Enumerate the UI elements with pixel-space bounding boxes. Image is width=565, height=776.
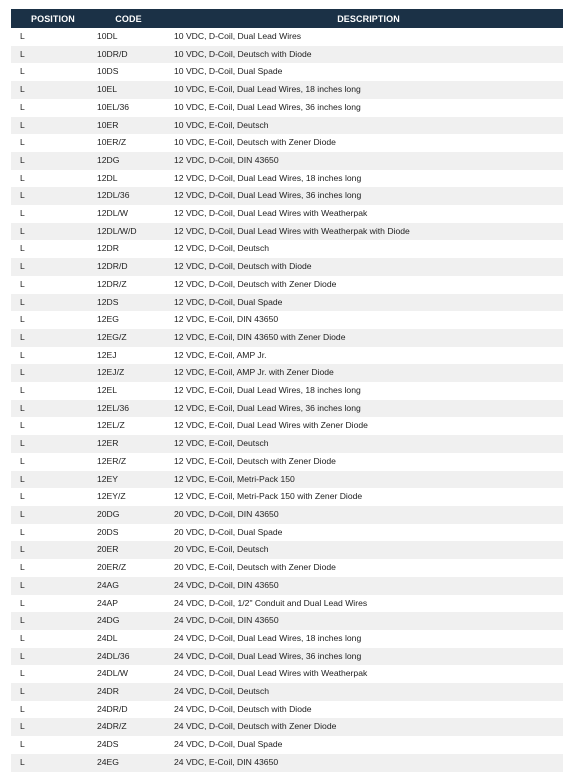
table-row bbox=[11, 524, 563, 542]
position-cell: L bbox=[20, 703, 25, 714]
position-cell: L bbox=[20, 668, 25, 679]
code-cell: 12EJ bbox=[97, 349, 117, 360]
code-cell: 12DR bbox=[97, 243, 119, 254]
description-cell: 20 VDC, E-Coil, Deutsch with Zener Diode bbox=[174, 562, 336, 573]
table-row bbox=[11, 417, 563, 435]
position-cell: L bbox=[11, 506, 83, 524]
table-row bbox=[11, 683, 563, 701]
code-cell: 12DS bbox=[83, 294, 174, 312]
code-cell: 10ER/Z bbox=[97, 137, 127, 148]
code-cell: 12DL/W/D bbox=[83, 223, 174, 241]
description-cell: 12 VDC, E-Coil, DIN 43650 with Zener Diode bbox=[174, 329, 563, 347]
code-cell: 20DS bbox=[97, 526, 119, 537]
table-row bbox=[11, 99, 563, 117]
description-cell: 10 VDC, E-Coil, Deutsch with Zener Diode bbox=[174, 137, 336, 148]
table-row bbox=[11, 187, 563, 205]
position-cell: L bbox=[20, 491, 25, 502]
position-cell: L bbox=[20, 137, 25, 148]
position-cell: L bbox=[11, 364, 83, 382]
table-row bbox=[11, 347, 563, 365]
table-row bbox=[11, 453, 563, 471]
description-cell: 24 VDC, D-Coil, DIN 43650 bbox=[174, 612, 563, 630]
header-row bbox=[11, 9, 563, 28]
description-cell: 12 VDC, E-Coil, AMP Jr. with Zener Diode bbox=[174, 364, 563, 382]
position-cell: L bbox=[11, 612, 83, 630]
position-cell: L bbox=[20, 562, 25, 573]
position-cell: L bbox=[20, 208, 25, 219]
code-cell: 12DL/W bbox=[97, 208, 129, 219]
table-row bbox=[11, 329, 563, 347]
code-cell: 24DR bbox=[83, 683, 174, 701]
position-cell: L bbox=[11, 435, 83, 453]
description-cell: 10 VDC, E-Coil, Dual Lead Wires, 18 inches long bbox=[174, 81, 563, 99]
position-cell: L bbox=[20, 739, 25, 750]
code-cell: 12EY/Z bbox=[97, 491, 126, 502]
description-cell: 20 VDC, E-Coil, Deutsch bbox=[174, 541, 563, 559]
code-cell: 12EG/Z bbox=[83, 329, 174, 347]
code-cell: 12EG bbox=[97, 314, 119, 325]
code-cell: 20ER bbox=[83, 541, 174, 559]
position-cell: L bbox=[20, 172, 25, 183]
code-cell: 12EY bbox=[83, 471, 174, 489]
position-cell: L bbox=[11, 648, 83, 666]
table-row bbox=[11, 258, 563, 276]
table-row bbox=[11, 205, 563, 223]
table-row bbox=[11, 754, 563, 772]
header-description: DESCRIPTION bbox=[174, 9, 563, 28]
table-row bbox=[11, 435, 563, 453]
code-cell: 10DR/D bbox=[83, 46, 174, 64]
code-cell: 12DG bbox=[83, 152, 174, 170]
code-cell: 12EL/36 bbox=[83, 400, 174, 418]
table-row bbox=[11, 701, 563, 719]
coil-code-table bbox=[11, 9, 563, 772]
position-cell: L bbox=[11, 81, 83, 99]
code-cell: 10EL bbox=[83, 81, 174, 99]
position-cell: L bbox=[20, 597, 25, 608]
code-cell: 12DL bbox=[97, 172, 118, 183]
position-cell: L bbox=[20, 66, 25, 77]
description-cell: 12 VDC, E-Coil, Deutsch with Zener Diode bbox=[174, 455, 336, 466]
description-cell: 12 VDC, E-Coil, AMP Jr. bbox=[174, 349, 267, 360]
description-cell: 12 VDC, E-Coil, Dual Lead Wires, 36 inches long bbox=[174, 400, 563, 418]
header-position: POSITION bbox=[11, 9, 83, 28]
table-row bbox=[11, 63, 563, 81]
code-cell: 10ER bbox=[83, 117, 174, 135]
table-row bbox=[11, 223, 563, 241]
description-cell: 12 VDC, D-Coil, Deutsch bbox=[174, 243, 270, 254]
code-cell: 12DR/D bbox=[83, 258, 174, 276]
position-cell: L bbox=[11, 718, 83, 736]
description-cell: 20 VDC, D-Coil, Dual Spade bbox=[174, 526, 283, 537]
code-cell: 24DL bbox=[97, 632, 118, 643]
position-cell: L bbox=[11, 754, 83, 772]
position-cell: L bbox=[11, 329, 83, 347]
table-row bbox=[11, 630, 563, 648]
code-cell: 12EL bbox=[97, 385, 118, 396]
position-cell: L bbox=[20, 420, 25, 431]
table-row bbox=[11, 81, 563, 99]
position-cell: L bbox=[20, 278, 25, 289]
table-row bbox=[11, 541, 563, 559]
code-cell: 12DL/36 bbox=[83, 187, 174, 205]
description-cell: 24 VDC, D-Coil, Deutsch bbox=[174, 683, 563, 701]
table-row bbox=[11, 488, 563, 506]
description-cell: 12 VDC, E-Coil, Dual Lead Wires, 18 inches long bbox=[174, 385, 361, 396]
position-cell: L bbox=[11, 117, 83, 135]
description-cell: 24 VDC, D-Coil, Dual Lead Wires, 18 inches long bbox=[174, 632, 362, 643]
table-row bbox=[11, 506, 563, 524]
description-cell: 24 VDC, E-Coil, DIN 43650 bbox=[174, 754, 563, 772]
description-cell: 12 VDC, E-Coil, Deutsch bbox=[174, 435, 563, 453]
position-cell: L bbox=[11, 46, 83, 64]
description-cell: 12 VDC, D-Coil, Dual Lead Wires, 18 inches long bbox=[174, 172, 362, 183]
position-cell: L bbox=[11, 471, 83, 489]
table-row bbox=[11, 311, 563, 329]
code-cell: 10DS bbox=[97, 66, 119, 77]
table-row bbox=[11, 152, 563, 170]
table-row bbox=[11, 595, 563, 613]
position-cell: L bbox=[20, 632, 25, 643]
code-cell: 10EL/36 bbox=[97, 101, 130, 112]
code-cell: 24EG bbox=[83, 754, 174, 772]
code-cell: 10DL bbox=[97, 31, 118, 41]
code-cell: 24AP bbox=[97, 597, 119, 608]
table-row bbox=[11, 134, 563, 152]
table-row bbox=[11, 28, 563, 46]
code-cell: 24DL/W bbox=[97, 668, 129, 679]
table-row bbox=[11, 46, 563, 64]
table-row bbox=[11, 170, 563, 188]
code-cell: 12ER bbox=[83, 435, 174, 453]
table-row bbox=[11, 471, 563, 489]
code-cell: 12EL/Z bbox=[97, 420, 125, 431]
code-cell: 24DR/Z bbox=[83, 718, 174, 736]
description-cell: 12 VDC, D-Coil, Dual Lead Wires, 36 inches long bbox=[174, 187, 563, 205]
description-cell: 20 VDC, D-Coil, DIN 43650 bbox=[174, 506, 563, 524]
code-cell: 24DL/36 bbox=[83, 648, 174, 666]
table-row bbox=[11, 400, 563, 418]
code-cell: 12DR/Z bbox=[97, 278, 127, 289]
table-row bbox=[11, 612, 563, 630]
description-cell: 12 VDC, D-Coil, DIN 43650 bbox=[174, 152, 563, 170]
code-cell: 20DG bbox=[83, 506, 174, 524]
description-cell: 24 VDC, D-Coil, Dual Lead Wires with Weatherpak bbox=[174, 668, 368, 679]
table-row bbox=[11, 648, 563, 666]
description-cell: 10 VDC, D-Coil, Dual Lead Wires bbox=[174, 31, 302, 41]
table-row bbox=[11, 117, 563, 135]
description-cell: 24 VDC, D-Coil, Dual Spade bbox=[174, 739, 283, 750]
description-cell: 10 VDC, D-Coil, Deutsch with Diode bbox=[174, 46, 563, 64]
description-cell: 24 VDC, D-Coil, Dual Lead Wires, 36 inches long bbox=[174, 648, 563, 666]
table-row bbox=[11, 276, 563, 294]
description-cell: 24 VDC, D-Coil, Deutsch with Zener Diode bbox=[174, 718, 563, 736]
table-header bbox=[11, 9, 563, 28]
table-row bbox=[11, 665, 563, 683]
description-cell: 12 VDC, E-Coil, Dual Lead Wires with Zener Diode bbox=[174, 420, 368, 431]
table-row bbox=[11, 718, 563, 736]
table-row bbox=[11, 559, 563, 577]
position-cell: L bbox=[11, 152, 83, 170]
description-cell: 12 VDC, D-Coil, Deutsch with Diode bbox=[174, 258, 563, 276]
description-cell: 10 VDC, D-Coil, Dual Spade bbox=[174, 66, 283, 77]
description-cell: 12 VDC, D-Coil, Dual Lead Wires with Weatherpak bbox=[174, 208, 368, 219]
position-cell: L bbox=[20, 385, 25, 396]
code-cell: 24DS bbox=[97, 739, 119, 750]
description-cell: 12 VDC, D-Coil, Dual Spade bbox=[174, 294, 563, 312]
table-body bbox=[11, 28, 563, 772]
position-cell: L bbox=[20, 31, 25, 41]
code-cell: 24AG bbox=[83, 577, 174, 595]
code-cell: 24DG bbox=[83, 612, 174, 630]
position-cell: L bbox=[20, 455, 25, 466]
position-cell: L bbox=[20, 243, 25, 254]
description-cell: 24 VDC, D-Coil, DIN 43650 bbox=[174, 577, 563, 595]
position-cell: L bbox=[11, 541, 83, 559]
code-cell: 12EJ/Z bbox=[83, 364, 174, 382]
description-cell: 12 VDC, D-Coil, Dual Lead Wires with Weatherpak with Diode bbox=[174, 223, 563, 241]
position-cell: L bbox=[11, 223, 83, 241]
position-cell: L bbox=[20, 101, 25, 112]
table-row bbox=[11, 577, 563, 595]
description-cell: 24 VDC, D-Coil, Deutsch with Diode bbox=[174, 703, 312, 714]
position-cell: L bbox=[11, 187, 83, 205]
position-cell: L bbox=[11, 258, 83, 276]
description-cell: 10 VDC, E-Coil, Deutsch bbox=[174, 117, 563, 135]
position-cell: L bbox=[20, 526, 25, 537]
code-cell: 24DR/D bbox=[97, 703, 128, 714]
description-cell: 12 VDC, D-Coil, Deutsch with Zener Diode bbox=[174, 278, 337, 289]
position-cell: L bbox=[11, 400, 83, 418]
description-cell: 24 VDC, D-Coil, 1/2" Conduit and Dual Lead Wires bbox=[174, 597, 368, 608]
position-cell: L bbox=[11, 577, 83, 595]
table-row bbox=[11, 382, 563, 400]
code-cell: 20ER/Z bbox=[97, 562, 127, 573]
description-cell: 12 VDC, E-Coil, DIN 43650 bbox=[174, 314, 279, 325]
table-row bbox=[11, 364, 563, 382]
table-row bbox=[11, 294, 563, 312]
description-cell: 12 VDC, E-Coil, Metri-Pack 150 bbox=[174, 471, 563, 489]
description-cell: 10 VDC, E-Coil, Dual Lead Wires, 36 inches long bbox=[174, 101, 361, 112]
header-code: CODE bbox=[83, 9, 174, 28]
position-cell: L bbox=[20, 314, 25, 325]
position-cell: L bbox=[11, 683, 83, 701]
position-cell: L bbox=[11, 294, 83, 312]
position-cell: L bbox=[20, 349, 25, 360]
table-row bbox=[11, 240, 563, 258]
table-row bbox=[11, 736, 563, 754]
description-cell: 12 VDC, E-Coil, Metri-Pack 150 with Zener Diode bbox=[174, 491, 363, 502]
code-cell: 12ER/Z bbox=[97, 455, 127, 466]
